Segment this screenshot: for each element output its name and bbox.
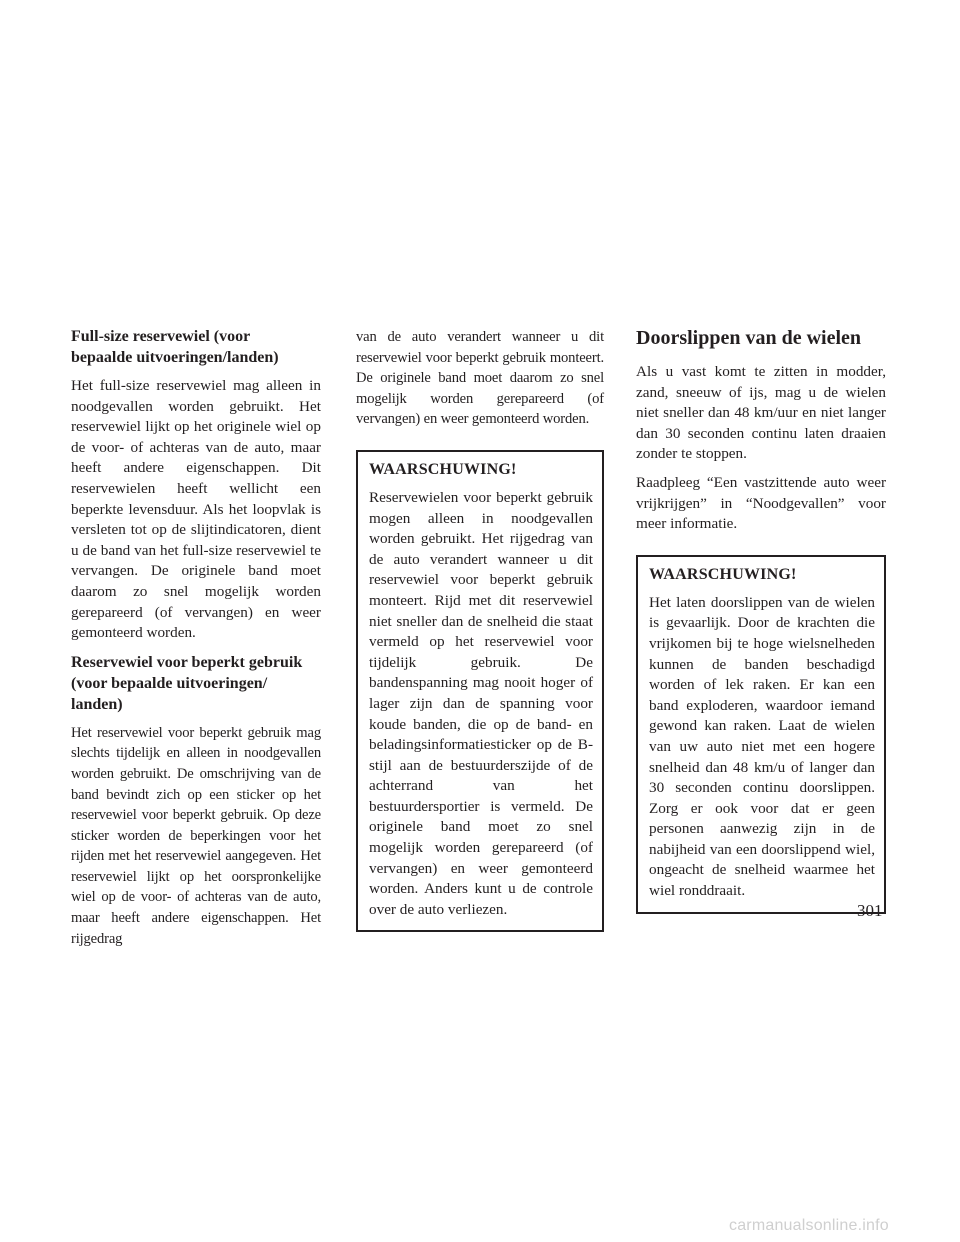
warning-body: Het laten doorslippen van de wielen is gevaarlijk. Door de krachten die vrijkomen bij te hoge wielsnelheden kunnen de banden beschadigd worden of lek raken. Er kan een band exploderen, waardoor iemand gewond kan raken. Laat de wielen van uw auto niet met een hogere snelheid dan 48 km/u of langer dan 30 seconden continu doorslippen. Zorg er ook voor dat er geen personen aanwezig zijn in de nabijheid van een doorslippend wiel, ongeacht de snelheid waarmee het wiel ronddraait. — [649, 593, 875, 900]
section-heading-line: Reservewiel voor beperkt gebruik — [71, 653, 303, 671]
section-heading-wheel-spin: Doorslippen van de wielen — [636, 327, 862, 349]
section-heading-line: landen) — [71, 695, 123, 713]
watermark: carmanualsonline.info — [729, 1217, 889, 1234]
warning-title: WAARSCHUWING! — [369, 460, 517, 478]
wheel-spin-reference-paragraph: Raadpleeg “Een vastzittende auto weer vrijkrijgen” in “Noodgevallen” voor meer informatie. — [636, 473, 886, 533]
section-heading-line: (voor bepaalde uitvoeringen/ — [71, 674, 268, 692]
fullsize-spare-paragraph: Het full-size reservewiel mag alleen in noodgevallen worden gebruikt. Het reservewiel lijkt op het originele wiel op de voor- of achteras van de auto, maar heeft andere eigenschappen. Dit reservewielen heeft wellicht een beperkte levensduur. Als het loopvlak is versleten tot op de slijtindicatoren, dient u de band van het full-size reservewiel te vervangen. De originele band moet daarom zo snel mogelijk worden gerepareerd (of vervangen) en weer gemonteerd worden. — [71, 377, 321, 642]
warning-title: WAARSCHUWING! — [649, 565, 797, 583]
warning-body: Reservewielen voor beperkt gebruik mogen alleen in noodgevallen worden gebruikt. Het rijgedrag van de auto verandert wanneer u dit reservewiel voor beperkt gebruik monteert. Rijd met dit reservewiel niet sneller dan de snelheid die staat vermeld op het reservewiel voor tijdelijk gebruik. De bandenspanning mag nooit hoger of lager zijn dan de spanning voor koude banden, die op de band- en beladingsinformatiesticker op de B-stijl aan de bestuurderszijde of de achterrand van het bestuurdersportier is vermeld. De originele band moet zo snel mogelijk worden gerepareerd (of vervangen) en weer gemonteerd worden. Anders kunt u de controle over de auto verliezen. — [369, 488, 593, 918]
section-heading-limited-use-spare — [71, 652, 321, 715]
column-1 — [71, 326, 321, 957]
wheel-spin-paragraph: Als u vast komt te zitten in modder, zand, sneeuw of ijs, mag u de wielen niet sneller dan 48 km/uur en niet langer dan 30 seconden continu laten draaien zonder te stoppen. — [636, 363, 886, 463]
warning-box-wheel-spin — [636, 555, 886, 914]
limited-use-continuation-paragraph: van de auto verandert wanneer u dit reservewiel voor beperkt gebruik monteert. De originele band moet daarom zo snel mogelijk worden gerepareerd (of vervangen) en weer gemonteerd worden. — [356, 329, 604, 428]
page-number: 301 — [857, 901, 883, 920]
column-2 — [356, 327, 604, 932]
warning-box-limited-use — [356, 450, 604, 932]
limited-use-spare-paragraph: Het reservewiel voor beperkt gebruik mag slechts tijdelijk en alleen in noodgevallen worden gebruikt. De omschrijving van de band bevindt zich op een sticker op het reservewiel voor beperkt gebruik. Op deze sticker worden de beperkingen voor het rijden met het reservewiel aangegeven. Het reservewiel lijkt op het oorspronkelijke wiel op de voor- of achteras van de auto, maar heeft andere eigenschappen. Het rijgedrag — [71, 724, 321, 947]
section-heading-line: Full-size reservewiel (voor — [71, 328, 251, 345]
section-heading-line: bepaalde uitvoeringen/landen) — [71, 349, 279, 366]
section-heading-fullsize-spare — [71, 326, 321, 368]
column-3 — [636, 326, 886, 914]
